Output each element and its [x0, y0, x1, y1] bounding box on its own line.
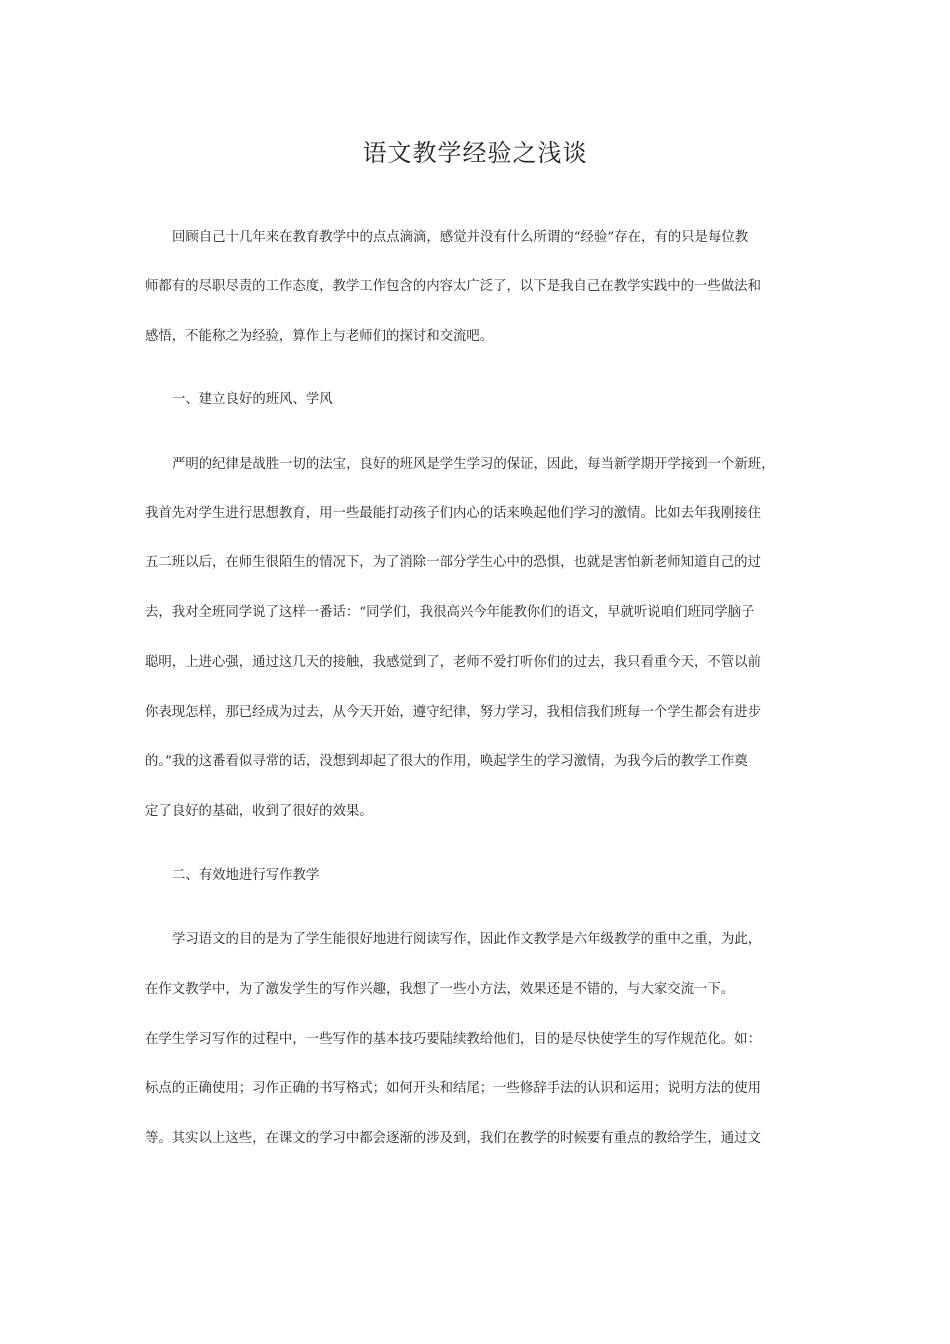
paragraph-line: 我首先对学生进行思想教育，用一些最能打动孩子们内心的话来唤起他们学习的激情。比如去年我刚接住 — [145, 506, 761, 521]
paragraph-line: 在作文教学中，为了激发学生的写作兴趣，我想了一些小方法，效果还是不错的，与大家交流一下。 — [145, 982, 735, 997]
paragraph-line: 严明的纪律是战胜一切的法宝，良好的班风是学生学习的保证，因此，每当新学期开学接到一个新班， — [172, 457, 775, 472]
paragraph-line: 的。”我的这番看似寻常的话，没想到却起了很大的作用，唤起学生的学习激情，为我今后的教学工作奠 — [145, 754, 748, 769]
paragraph-line: 感悟，不能称之为经验，算作上与老师们的探讨和交流吧。 — [145, 329, 494, 344]
paragraph-line: 去，我对全班同学说了这样一番话：“同学们，我很高兴今年能教你们的语文，早就听说咱们班同学脑子 — [145, 605, 755, 620]
paragraph-line: 标点的正确使用；习作正确的书写格式；如何开头和结尾；一些修辞手法的认识和运用；说明方法的使用 — [145, 1081, 761, 1096]
section-heading: 二、有效地进行写作教学 — [172, 868, 320, 883]
paragraph-line: 聪明，上进心强，通过这几天的接触，我感觉到了，老师不爱打听你们的过去，我只看重今天，不管以前 — [145, 655, 761, 670]
paragraph-line: 五二班以后，在师生很陌生的情况下，为了消除一部分学生心中的恐惧，也就是害怕新老师知道自己的过 — [145, 555, 761, 570]
paragraph-line: 定了良好的基础，收到了很好的效果。 — [145, 804, 373, 819]
section-heading: 一、建立良好的班风、学风 — [172, 392, 333, 407]
paragraph-line: 师都有的尽职尽责的工作态度，教学工作包含的内容太广泛了，以下是我自己在教学实践中的一些做法和 — [145, 279, 761, 294]
document-title: 语文教学经验之浅谈 — [362, 139, 588, 167]
paragraph-line: 学习语文的目的是为了学生能很好地进行阅读写作，因此作文教学是六年级教学的重中之重，为此， — [172, 932, 762, 947]
paragraph-line: 等。其实以上这些，在课文的学习中都会逐渐的涉及到，我们在教学的时候要有重点的教给学生，通过文 — [145, 1131, 761, 1146]
paragraph-line: 你表现怎样，那已经成为过去，从今天开始，遵守纪律，努力学习，我相信我们班每一个学生都会有进步 — [145, 705, 761, 720]
paragraph-line: 在学生学习写作的过程中，一些写作的基本技巧要陆续教给他们，目的是尽快使学生的写作规范化。如： — [145, 1032, 761, 1047]
paragraph-line: 回顾自己十几年来在教育教学中的点点滴滴，感觉并没有什么所谓的“经验”存在，有的只是每位教 — [172, 230, 749, 245]
